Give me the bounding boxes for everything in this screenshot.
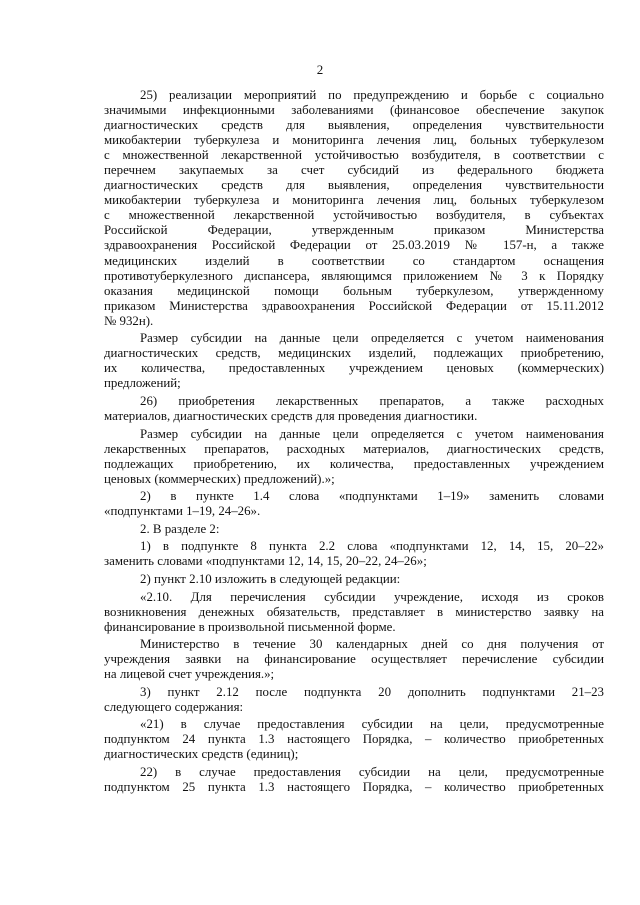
- paragraph: [104, 427, 604, 487]
- paragraph: [104, 590, 604, 635]
- text-line: диагностических средств (единиц);: [104, 747, 299, 762]
- text-line: перечнем закупаемых за счет субсидий из федерального бюджета: [104, 163, 604, 178]
- text-line: 22) в случае предоставления субсидии на цели, предусмотренные: [140, 765, 604, 780]
- text-line: здравоохранения Российской Федерации от 25.03.2019 № 157-н, а также: [104, 238, 604, 253]
- text-line: Размер субсидии на данные цели определяется с учетом наименования: [140, 331, 604, 346]
- text-line: финансирование в произвольной письменной форме.: [104, 619, 396, 634]
- text-line: подлежащих приобретению, их количества, предоставленных учреждением: [104, 456, 604, 471]
- text-line: диагностических средств для выявления, определения чувствительности: [104, 178, 604, 193]
- paragraph: [104, 717, 604, 762]
- text-line: значимыми инфекционными заболеваниями (финансовое обеспечение закупок: [104, 103, 604, 118]
- text-line: № 932н).: [104, 313, 154, 328]
- text-line: «2.10. Для перечисления субсидии учреждение, исходя из сроков: [140, 589, 604, 604]
- paragraph: [104, 637, 604, 682]
- text-line: подпунктом 24 пункта 1.3 настоящего Порядка, – количество приобретенных: [104, 732, 604, 747]
- text-line: «21) в случае предоставления субсидии на цели, предусмотренные: [140, 717, 604, 732]
- text-line: 3) пункт 2.12 после подпункта 20 дополнить подпунктами 21–23: [140, 684, 604, 699]
- text-line: 26) приобретения лекарственных препаратов, а также расходных: [140, 393, 604, 408]
- text-line: ценовых (коммерческих) предложений).»;: [104, 471, 335, 486]
- text-line: Размер субсидии на данные цели определяется с учетом наименования: [140, 426, 604, 441]
- text-line: заменить словами «подпунктами 12, 14, 15, 20–22, 24–26»;: [104, 554, 427, 569]
- text-line: учреждения заявки на финансирование осуществляет перечисление субсидии: [104, 652, 604, 667]
- text-line: с множественной лекарственной устойчивостью возбудителя, в субъектах: [104, 208, 604, 223]
- text-line: 2) пункт 2.10 изложить в следующей редакции:: [140, 571, 401, 586]
- text-line: микобактерии туберкулеза и мониторинга лечения лиц, больных туберкулезом: [104, 133, 604, 148]
- paragraph: [104, 572, 604, 587]
- text-line: противотуберкулезного диспансера, являющимся приложением № 3 к Порядку: [104, 268, 604, 283]
- text-line: 2. В разделе 2:: [140, 521, 220, 536]
- paragraph: [104, 489, 604, 519]
- text-line: их количества, предоставленных учреждением ценовых (коммерческих): [104, 361, 604, 376]
- text-line: 1) в подпункте 8 пункта 2.2 слова «подпунктами 12, 14, 15, 20–22»: [140, 539, 604, 554]
- text-line: 2) в пункте 1.4 слова «подпунктами 1–19» заменить словами: [140, 489, 604, 504]
- paragraph: [104, 522, 604, 537]
- text-line: диагностических средств для выявления, определения чувствительности: [104, 118, 604, 133]
- paragraph: [104, 685, 604, 715]
- paragraph: [104, 394, 604, 424]
- text-line: оказания медицинской помощи больным туберкулезом, утвержденному: [104, 283, 604, 298]
- text-line: подпунктом 25 пункта 1.3 настоящего Порядка, – количество приобретенных: [104, 780, 604, 795]
- text-line: следующего содержания:: [104, 699, 244, 714]
- text-line: лекарственных препаратов, расходных материалов, диагностических средств,: [104, 441, 604, 456]
- text-line: материалов, диагностических средств для проведения диагностики.: [104, 408, 478, 423]
- text-line: диагностических средств, медицинских изделий, подлежащих приобретению,: [104, 346, 604, 361]
- text-line: приказом Министерства здравоохранения Российской Федерации от 15.11.2012: [104, 298, 604, 313]
- text-line: медицинских изделий в соответствии со стандартом оснащения: [104, 253, 604, 268]
- document-body: [104, 88, 604, 798]
- text-line: на лицевой счет учреждения.»;: [104, 667, 275, 682]
- page-number: 2: [316, 62, 324, 77]
- paragraph: [104, 539, 604, 569]
- paragraph: [104, 765, 604, 795]
- paragraph: [104, 331, 604, 391]
- text-line: с множественной лекарственной устойчивостью возбудителя, в соответствии с: [104, 148, 604, 163]
- text-line: возникновения денежных обязательств, представляет в министерство заявку на: [104, 604, 604, 619]
- text-line: «подпунктами 1–19, 24–26».: [104, 504, 261, 519]
- text-line: Российской Федерации, утвержденным приказом Министерства: [104, 223, 604, 238]
- text-line: микобактерии туберкулеза и мониторинга лечения лиц, больных туберкулезом: [104, 193, 604, 208]
- text-line: предложений;: [104, 376, 181, 391]
- paragraph: [104, 88, 604, 329]
- text-line: Министерство в течение 30 календарных дней со дня получения от: [140, 637, 604, 652]
- text-line: 25) реализации мероприятий по предупреждению и борьбе с социально: [140, 88, 604, 102]
